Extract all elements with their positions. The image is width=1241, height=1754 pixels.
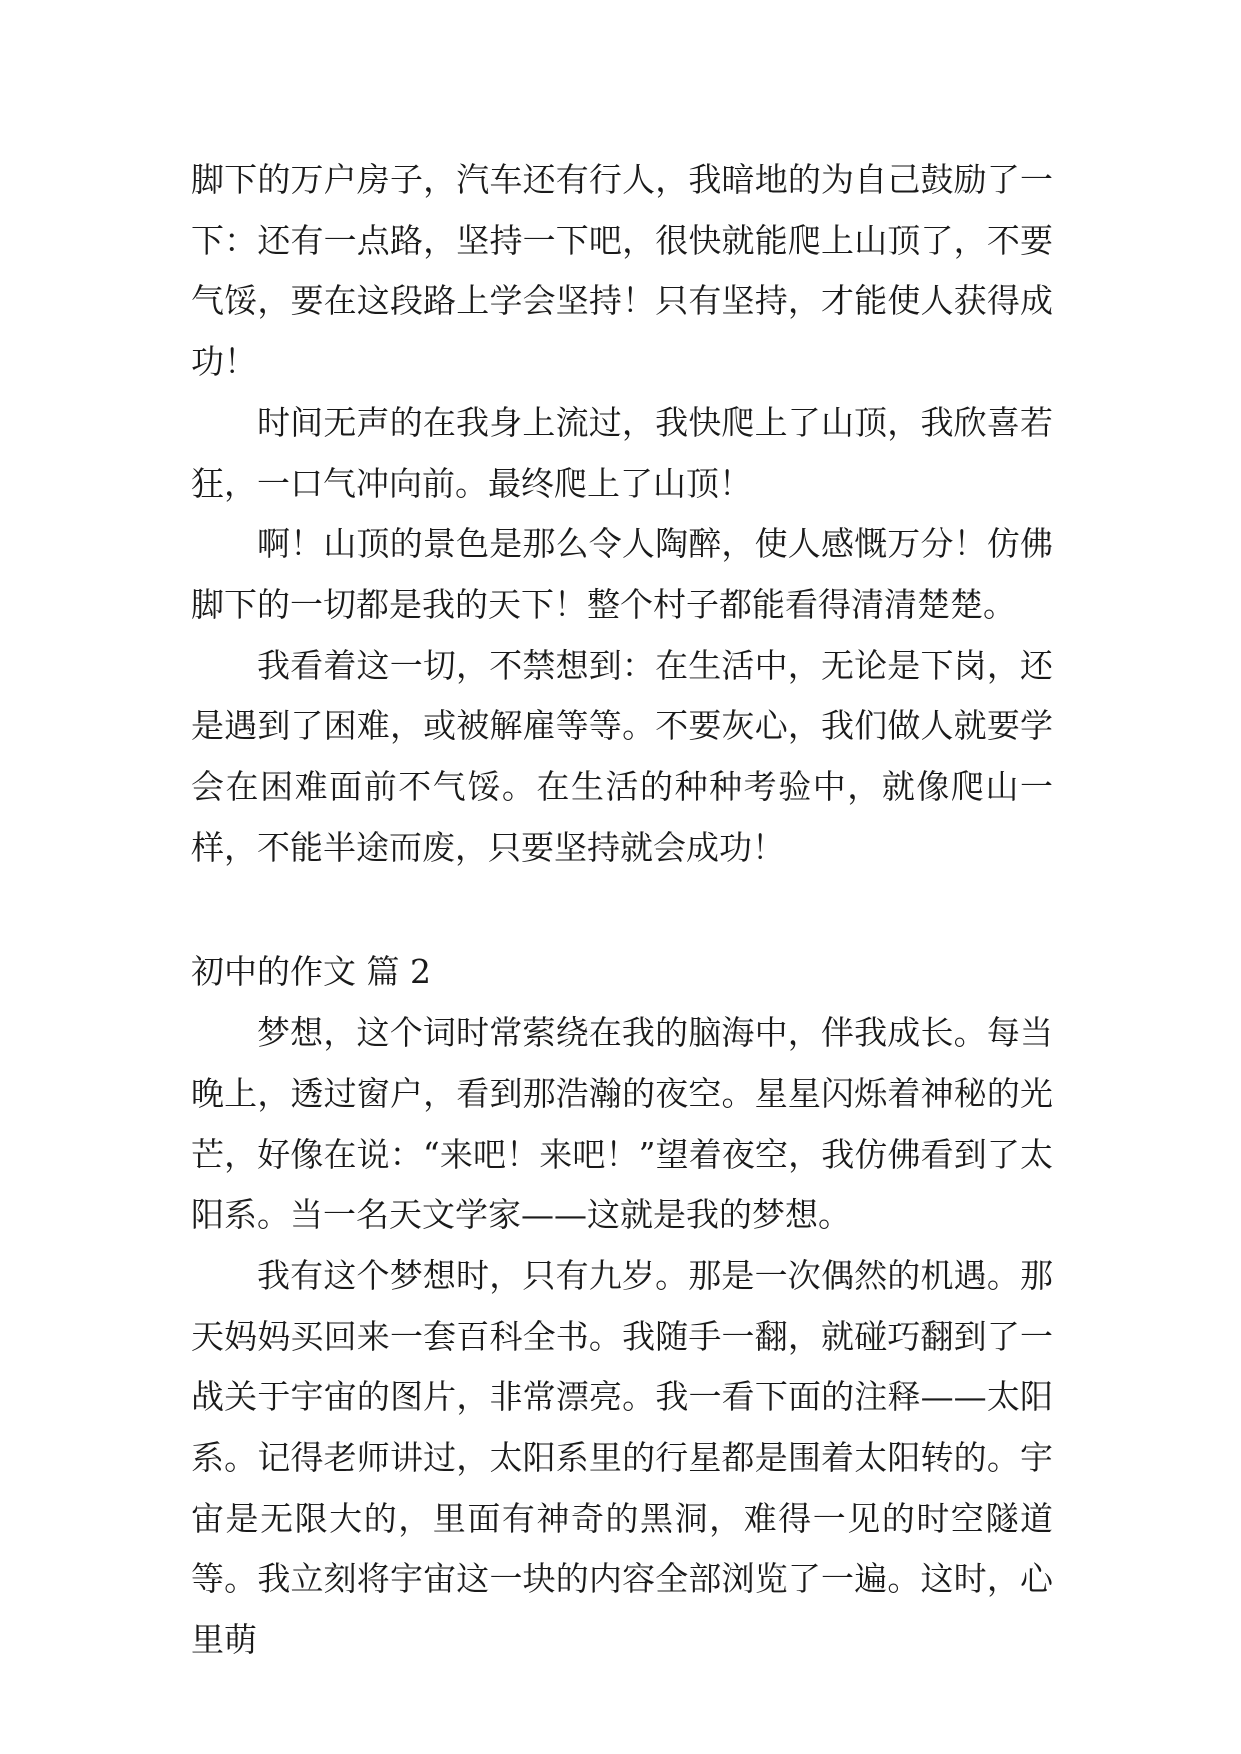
paragraph: 我看着这一切，不禁想到：在生活中，无论是下岗，还是遇到了困难，或被解雇等等。不要灰心，我们做人就要学会在困难面前不气馁。在生活的种种考验中，就像爬山一样，不能半途而废，只要坚持就会成功！ — [191, 645, 1053, 867]
section-heading: 初中的作文 篇 2 — [191, 952, 431, 992]
paragraph: 时间无声的在我身上流过，我快爬上了山顶，我欣喜若狂，一口气冲向前。最终爬上了山顶！ — [191, 402, 1053, 503]
paragraph: 我有这个梦想时，只有九岁。那是一次偶然的机遇。那天妈妈买回来一套百科全书。我随手一翻，就碰巧翻到了一战关于宇宙的图片，非常漂亮。我一看下面的注释——太阳系。记得老师讲过，太阳系里的行星都是围着太阳转的。宇宙是无限大的，里面有神奇的黑洞，难得一见的时空隧道等。我立刻将宇宙这一块的内容全部浏览了一遍。这时，心里萌 — [191, 1255, 1053, 1660]
paragraph: 梦想，这个词时常萦绕在我的脑海中，伴我成长。每当晚上，透过窗户，看到那浩瀚的夜空。星星闪烁着神秘的光芒，好像在说：“来吧！来吧！”望着夜空，我仿佛看到了太阳系。当一名天文学家——这就是我的梦想。 — [191, 1013, 1053, 1235]
paragraph: 啊！山顶的景色是那么令人陶醉，使人感慨万分！仿佛脚下的一切都是我的天下！整个村子都能看得清清楚楚。 — [191, 524, 1053, 624]
paragraph-continued: 脚下的万户房子，汽车还有行人，我暗地的为自己鼓励了一下：还有一点路，坚持一下吧，很快就能爬上山顶了，不要气馁，要在这段路上学会坚持！只有坚持，才能使人获得成功！ — [191, 160, 1053, 382]
document-page — [191, 150, 1053, 1671]
